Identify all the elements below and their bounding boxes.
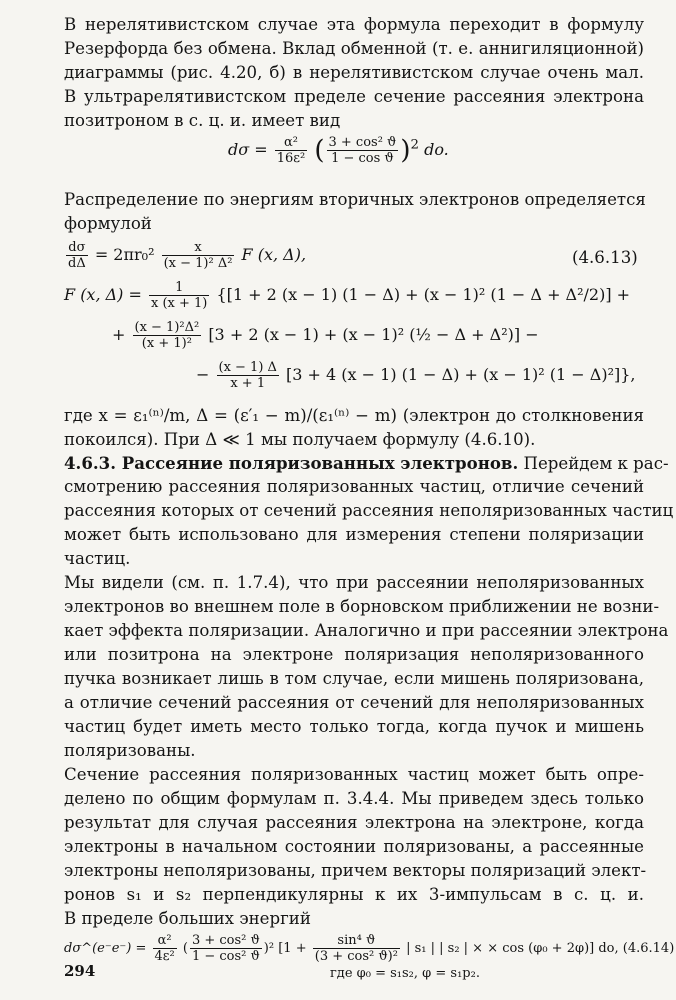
formula-F-line2: + $\frac{\text{(x − 1)²Δ²}}{\text{(x + 1)²}}$ [3 + 2 (x − 1) + (x − 1)² (½ − Δ + Δ²)] −	[112, 320, 539, 351]
formula-tail: | s₁ | | s₂ | ×	[406, 941, 484, 956]
text-line: ронов s₁ и s₂ перпендикулярны к их 3-импульсам в с. ц. и.	[64, 885, 644, 904]
frac-numerator: (x − 1) Δ	[218, 360, 277, 375]
formula-F-line3: − $\frac{(x - 1) \Delta}{x + 1}$ [3 + 4 (x − 1) (1 − Δ) + (x − 1)² (1 − Δ)²]},	[196, 360, 636, 391]
text-line: Распределение по энергиям вторичных электронов определяется	[64, 190, 646, 209]
formula-lhs: dσ^(e⁻e⁻) =	[64, 941, 147, 956]
text-line: пучка возникает лишь в том случае, если мишень поляризована,	[64, 669, 644, 688]
text-line: частиц будет иметь место только тогда, когда пучок и мишень	[64, 717, 644, 736]
formula-lhs: F (x, Δ) =	[64, 285, 142, 304]
text-line: В ультрарелятивистском пределе сечение рассеяния электрона	[64, 87, 644, 106]
frac-denominator: (3 + cos² ϑ)²	[314, 949, 398, 964]
text-line: где x = ε₁⁽ⁿ⁾/m, Δ = (ε′₁ − m)/(ε₁⁽ⁿ⁾ − m) (электрон до столкновения	[64, 406, 644, 425]
text-line: Резерфорда без обмена. Вклад обменной (т. е. аннигиляционной)	[64, 39, 644, 58]
text-line: диаграммы (рис. 4.20, б) в нерелятивистском случае очень мал.	[64, 63, 644, 82]
frac-numerator: α²	[275, 135, 308, 151]
frac-denominator: 4ε²	[154, 949, 175, 964]
text-line: электроны в начальном состоянии поляризованы, а рассеянные	[64, 837, 644, 856]
formula-coefficient: = 2πr₀²	[94, 245, 155, 264]
formula-energy-distribution	[64, 240, 306, 271]
formula-polarized-cross-section: dσ^(e⁻e⁻) = $\frac{\text{α²}}{\text{4ε²}}$ ( $\frac{\text{3 + cos² ϑ}}{\text{1 − cos² ϑ}}$ )² [1 + $\frac{\text{sin⁴ ϑ}}{\text{(3 + cos² ϑ)²}}$ | s₁ | | s₂ | × × cos (φ₀ + 2φ)] do, (4.6.14)	[64, 933, 675, 964]
text-line: электроны неполяризованы, причем векторы поляризаций элект-	[64, 861, 647, 880]
formula-F-line1	[64, 280, 630, 311]
text-line: или позитрона на электроне поляризация неполяризованного	[64, 645, 644, 664]
frac-numerator: dσ	[66, 240, 88, 256]
text-line: а отличие сечений рассеяния от сечений для неполяризованных	[64, 693, 644, 712]
formula-body: [3 + 4 (x − 1) (1 − Δ) + (x − 1)² (1 − Δ)²]},	[286, 365, 636, 384]
formula-body: {[1 + 2 (x − 1) (1 − Δ) + (x − 1)² (1 − Δ + Δ²/2)] +	[216, 285, 631, 304]
frac-numerator: (x − 1)²Δ²	[134, 320, 200, 335]
text-line: Сечение рассеяния поляризованных частиц может быть опре-	[64, 765, 644, 784]
text-line: покоился). При Δ ≪ 1 мы получаем формулу (4.6.10).	[64, 430, 536, 449]
text-line: рассеяния которых от сечений рассеяния неполяризованных частиц	[64, 501, 674, 520]
frac-numerator: α²	[153, 933, 177, 949]
formula-cross-section: dσ = $\frac{\text{α²}}{\text{16ε²}}$ ( $\frac{\text{3 + cos² ϑ}}{\text{1 − cos ϑ}}$ )$^2$ do.	[228, 135, 449, 166]
frac-numerator: 1	[149, 280, 209, 296]
formula-lhs: dσ =	[228, 140, 268, 159]
frac-numerator: sin⁴ ϑ	[313, 933, 400, 949]
footer-formula: где φ₀ = s₁s₂, φ = s₁p₂.	[330, 966, 480, 981]
frac-numerator: 3 + cos² ϑ	[328, 135, 397, 150]
text-line: В нерелятивистском случае эта формула переходит в формулу	[64, 15, 644, 34]
formula-body: [3 + 2 (x − 1) + (x − 1)² (½ − Δ + Δ²)] −	[208, 325, 539, 344]
formula-line2: × cos (φ₀ + 2φ)] do,	[487, 941, 619, 956]
page-number: 294	[64, 962, 96, 980]
equation-number: (4.6.14)	[622, 941, 675, 956]
section-first-line	[64, 452, 669, 475]
frac-numerator: 3 + cos² ϑ	[191, 933, 260, 948]
equation-number: (4.6.13)	[572, 248, 638, 267]
frac-denominator: dΔ	[68, 256, 86, 271]
frac-denominator: x (x + 1)	[151, 296, 208, 311]
section-heading: 4.6.3. Рассеяние поляризованных электронов.	[64, 453, 519, 473]
formula-tail: F (x, Δ),	[241, 245, 307, 264]
frac-denominator: 1 − cos ϑ	[331, 151, 394, 166]
text-line: частиц.	[64, 549, 131, 568]
frac-denominator: 16ε²	[276, 151, 306, 166]
text-line: поляризованы.	[64, 741, 196, 760]
frac-numerator: x	[162, 240, 235, 256]
text-line: результат для случая рассеяния электрона на электроне, когда	[64, 813, 644, 832]
text-line: делено по общим формулам п. 3.4.4. Мы приведем здесь только	[64, 789, 644, 808]
text-line: В пределе больших энергий	[64, 909, 311, 928]
formula-bracket-open: [1 +	[278, 941, 307, 956]
frac-denominator: x + 1	[230, 376, 266, 391]
formula-tail: do.	[424, 140, 449, 159]
frac-denominator: (x − 1)² Δ²	[163, 256, 233, 271]
section-first-line-rest: Перейдем к рас-	[523, 454, 669, 473]
text-line: формулой	[64, 214, 152, 233]
text-line: смотрению рассеяния поляризованных частиц, отличие сечений	[64, 477, 644, 496]
text-line: может быть использовано для измерения степени поляризации	[64, 525, 644, 544]
text-line: кает эффекта поляризации. Аналогично и при рассеянии электрона	[64, 621, 669, 640]
frac-denominator: 1 − cos² ϑ	[191, 949, 260, 964]
text-line: электронов во внешнем поле в борновском приближении не возни-	[64, 597, 660, 616]
text-line: Мы видели (см. п. 1.7.4), что при рассеянии неполяризованных	[64, 573, 644, 592]
frac-denominator: (x + 1)²	[141, 336, 192, 351]
text-line: позитроном в с. ц. и. имеет вид	[64, 111, 341, 130]
